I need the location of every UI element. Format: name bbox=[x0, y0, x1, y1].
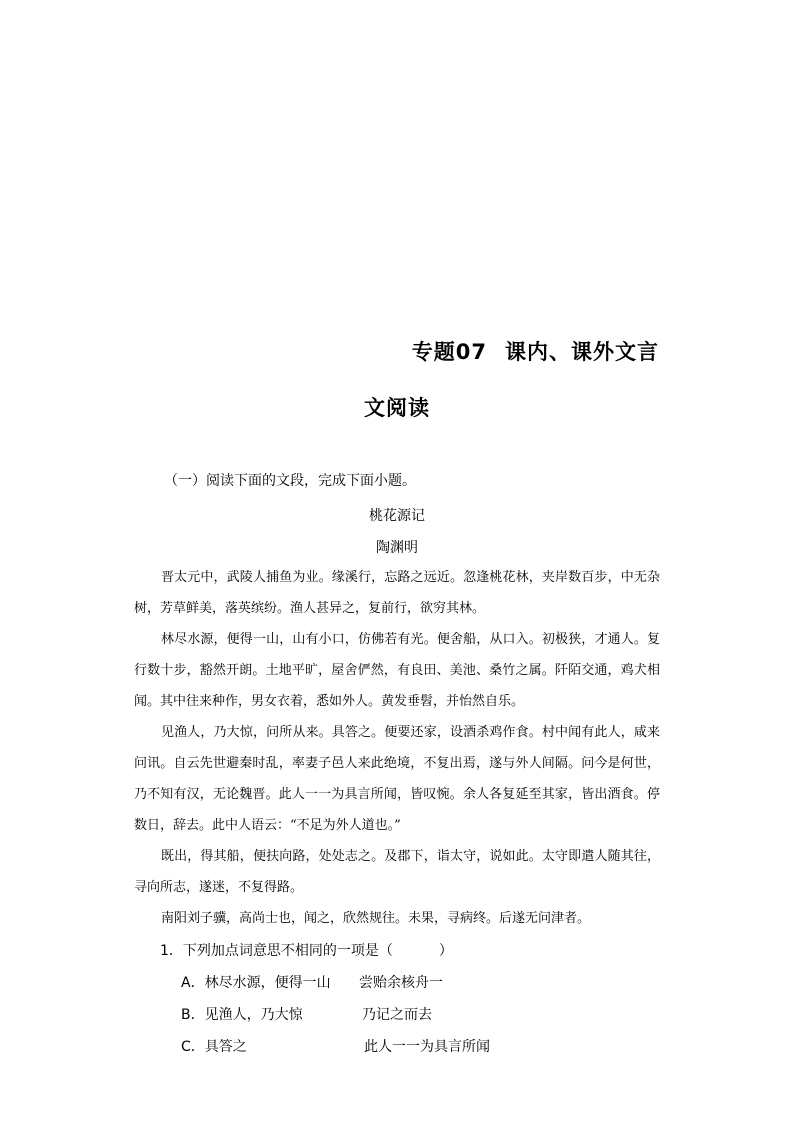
question-1-close-paren: ） bbox=[438, 943, 453, 959]
option-c-left: C．具答之 bbox=[181, 1039, 247, 1055]
article-paragraph: 林尽水源，便得一山，山有小口，仿佛若有光。便舍船，从口入。初极狭，才通人。复行数十步，豁然开朗。土地平旷，屋舍俨然，有良田、美池、桑竹之属。阡陌交通，鸡犬相闻。其中往来种作，男女衣着，悉如外人。黄发垂髫，并怡然自乐。 bbox=[134, 632, 660, 709]
title-topic-number: 专题07 bbox=[411, 340, 487, 364]
question-1-stem bbox=[160, 940, 453, 960]
section-instruction: （一）阅读下面的文段，完成下面小题。 bbox=[164, 473, 416, 489]
title-topic-name: 课内、课外文言 bbox=[505, 340, 659, 364]
article-author: 陶渊明 bbox=[376, 540, 418, 556]
option-a-right: 尝贻余核舟一 bbox=[359, 975, 443, 991]
article-paragraph: 南阳刘子骥，高尚士也，闻之，欣然规往。未果，寻病终。后遂无问津者。 bbox=[161, 911, 591, 926]
document-title-line1 bbox=[0, 336, 659, 366]
option-a-left: A．林尽水源，便得一山 bbox=[181, 975, 331, 991]
article-paragraph: 见渔人，乃大惊，问所从来。具答之。便要还家，设酒杀鸡作食。村中闻有此人，咸来问讯。自云先世避秦时乱，率妻子邑人来此绝境，不复出焉，遂与外人间隔。问今是何世，乃不知有汉，无论魏晋。此人一一为具言所闻，皆叹惋。余人各复延至其家，皆出酒食。停数日，辞去。此中人语云：“不足为外人道也。” bbox=[134, 725, 660, 833]
article-body bbox=[134, 562, 660, 934]
option-b-right: 乃记之而去 bbox=[362, 1007, 432, 1023]
question-1-text: 1．下列加点词意思不相同的一项是（ bbox=[160, 943, 393, 959]
article-title: 桃花源记 bbox=[369, 508, 425, 524]
article-paragraph: 晋太元中，武陵人捕鱼为业。缘溪行，忘路之远近。忽逢桃花林，夹岸数百步，中无杂树，芳草鲜美，落英缤纷。渔人甚异之，复前行，欲穷其林。 bbox=[134, 570, 660, 616]
article-paragraph: 既出，得其船，便扶向路，处处志之。及郡下，诣太守，说如此。太守即遣人随其往，寻向所志，遂迷，不复得路。 bbox=[134, 849, 660, 895]
document-title-line2: 文阅读 bbox=[364, 396, 430, 420]
option-b-left: B．见渔人，乃大惊 bbox=[181, 1007, 303, 1023]
option-c-right: 此人一一为具言所闻 bbox=[364, 1039, 490, 1055]
